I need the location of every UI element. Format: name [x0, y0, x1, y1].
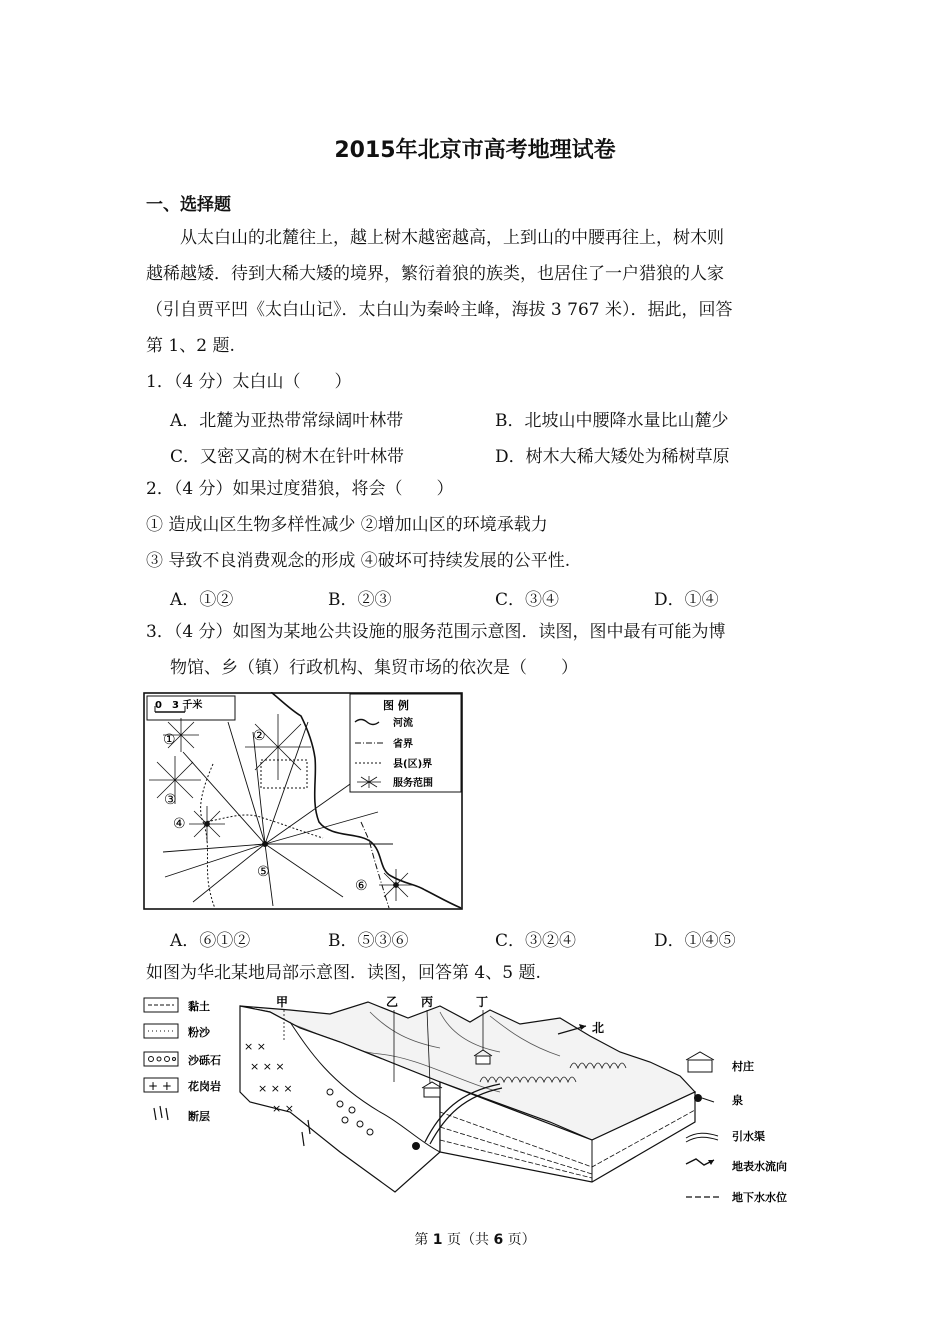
q3-stem-1: 3．（4 分）如图为某地公共设施的服务范围示意图．读图，图中最有可能为博 [146, 622, 726, 642]
map-label-6: ⑥ [355, 878, 368, 894]
q2-stem: 2．（4 分）如果过度猎狼，将会（ ） [146, 479, 454, 499]
q3-option-c: C．③②④ [495, 931, 577, 951]
svg-text:× ×: × × [272, 1102, 294, 1115]
q1-option-b: B．北坡山中腰降水量比山麓少 [495, 411, 729, 431]
intro-line-3: （引自贾平凹《太白山记》．太白山为秦岭主峰，海拔 3 767 米）．据此，回答 [146, 300, 733, 320]
q2-statements-2: ③ 导致不良消费观念的形成 ④破坏可持续发展的公平性. [146, 551, 571, 571]
service-range-4 [189, 806, 225, 842]
intro-line-1: 从太白山的北麓往上，越上树木越密越高，上到山的中腰再往上，树木则 [180, 228, 724, 248]
svg-text:× ×: × × [244, 1040, 266, 1053]
legend-surface-flow: 地表水流向 [732, 1160, 787, 1173]
q1-option-c: C．又密又高的树木在针叶林带 [170, 447, 405, 467]
service-range-map [143, 692, 463, 910]
legend-spring: 泉 [732, 1094, 743, 1107]
q1-option-d: D．树木大稀大矮处为稀树草原 [495, 447, 730, 467]
map-legend-title: 图 例 [383, 699, 409, 712]
q2-statements-1: ① 造成山区生物多样性减少 ②增加山区的环境承载力 [146, 515, 548, 535]
q45-intro: 如图为华北某地局部示意图．读图，回答第 4、5 题. [146, 963, 541, 983]
q3-option-a: A．⑥①② [170, 931, 251, 951]
section-heading: 一、选择题 [146, 195, 231, 215]
q2-option-b: B．②③ [328, 590, 392, 610]
label-ding: 丁 [476, 995, 489, 1009]
svg-text:× × ×: × × × [250, 1060, 285, 1073]
q1-stem: 1．（4 分）太白山（ ） [146, 372, 352, 392]
q3-option-d: D．①④⑤ [654, 931, 736, 951]
map-label-5: ⑤ [257, 864, 270, 880]
legend-gravel: 沙砾石 [188, 1054, 221, 1067]
q2-option-c: C．③④ [495, 590, 560, 610]
north-china-block-diagram [140, 992, 820, 1218]
intro-line-4: 第 1、2 题. [146, 336, 235, 356]
legend-province-border: 省界 [393, 739, 413, 750]
q3-option-b: B．⑤③⑥ [328, 931, 409, 951]
block-left-legend [144, 998, 221, 1123]
footer-pre: 第 [414, 1232, 433, 1248]
block-right-legend [686, 1052, 787, 1204]
label-bing: 丙 [421, 995, 434, 1009]
q3-stem-2: 物馆、乡（镇）行政机构、集贸市场的依次是（ ） [170, 658, 578, 678]
legend-service-range: 服务范围 [393, 778, 433, 789]
footer-total-pages: 6 [493, 1232, 504, 1248]
legend-groundwater-level: 地下水水位 [732, 1191, 787, 1204]
q2-option-a: A．①② [170, 590, 234, 610]
north-label: 北 [592, 1021, 605, 1035]
legend-fault: 断层 [188, 1110, 210, 1123]
svg-text:× × ×: × × × [258, 1082, 293, 1095]
block-terrain [240, 1002, 695, 1192]
label-jia: 甲 [276, 995, 289, 1009]
svg-text:+ +: + + [148, 1079, 172, 1093]
q2-option-d: D．①④ [654, 590, 719, 610]
legend-river: 河流 [393, 718, 413, 729]
legend-clay: 黏土 [188, 1000, 210, 1013]
page-footer [0, 1229, 950, 1249]
footer-page-number: 1 [432, 1232, 443, 1248]
map-scale: 0 3 千米 [155, 700, 203, 711]
map-label-2: ② [253, 728, 266, 744]
label-yi: 乙 [386, 995, 399, 1009]
q1-option-a: A．北麓为亚热带常绿阔叶林带 [170, 411, 404, 431]
footer-post: 页） [503, 1232, 536, 1248]
legend-granite: 花岗岩 [188, 1080, 221, 1093]
intro-line-2: 越稀越矮．待到大稀大矮的境界，繁衍着狼的族类，也居住了一户猎狼的人家 [146, 264, 724, 284]
legend-county-border: 县(区)界 [393, 759, 433, 770]
map-label-3: ③ [164, 792, 177, 808]
map-label-4: ④ [173, 816, 186, 832]
legend-village: 村庄 [732, 1060, 754, 1073]
footer-mid: 页（共 [442, 1232, 494, 1248]
map-label-1: ① [163, 732, 176, 748]
legend-silt: 粉沙 [188, 1026, 210, 1039]
legend-channel: 引水渠 [732, 1130, 765, 1143]
page-title: 2015年北京市高考地理试卷 [334, 138, 616, 163]
